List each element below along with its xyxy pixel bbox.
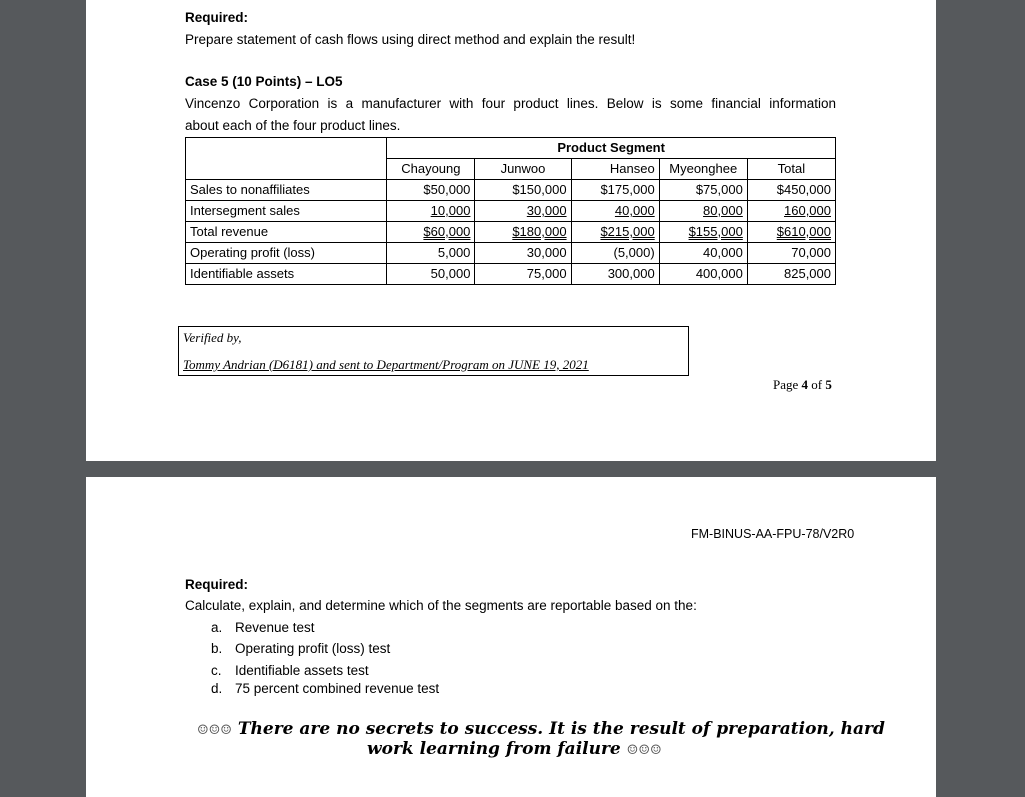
case-text-line-1: Vincenzo Corporation is a manufacturer with four product lines. Below is some financial information [185, 96, 836, 111]
table-cell: 5,000 [387, 243, 475, 264]
case-text-line-2: about each of the four product lines. [185, 118, 401, 133]
quote-text-1: There are no secrets to success. It is the result of preparation, hard [237, 719, 885, 739]
table-cell: 75,000 [475, 264, 571, 285]
product-segment-table [185, 137, 836, 285]
table-cell: 70,000 [747, 243, 835, 264]
column-header: Myeonghee [659, 159, 747, 180]
table-cell: $610,000 [776, 224, 831, 239]
list-text: Revenue test [235, 620, 315, 635]
table-cell: 40,000 [659, 243, 747, 264]
row-label: Intersegment sales [186, 201, 387, 222]
table-title: Product Segment [387, 138, 836, 159]
table-cell: 300,000 [571, 264, 659, 285]
list-text: 75 percent combined revenue test [235, 681, 440, 696]
table-cell: $50,000 [387, 180, 475, 201]
table-cell: 80,000 [703, 203, 743, 218]
table-cell: 40,000 [614, 203, 655, 218]
table-cell: $175,000 [571, 180, 659, 201]
table-header-row [186, 159, 836, 180]
list-item [211, 641, 390, 656]
table-row [186, 180, 836, 201]
table-cell: $450,000 [747, 180, 835, 201]
document-page-5 [86, 477, 936, 797]
required-heading: Required: [185, 10, 249, 25]
table-cell: (5,000) [571, 243, 659, 264]
table-cell: 400,000 [659, 264, 747, 285]
table-cell: $150,000 [475, 180, 571, 201]
table-cell: 10,000 [430, 203, 471, 218]
column-header: Total [747, 159, 835, 180]
quote-line-1 [197, 719, 885, 739]
page-number [773, 377, 832, 393]
row-label: Operating profit (loss) [186, 243, 387, 264]
list-item [211, 681, 439, 696]
row-label: Identifiable assets [186, 264, 387, 285]
form-code: FM-BINUS-AA-FPU-78/V2R0 [691, 527, 855, 541]
list-marker: b. [211, 641, 223, 656]
table-cell: 30,000 [526, 203, 567, 218]
verified-label: Verified by, [183, 330, 242, 345]
table-cell: 50,000 [387, 264, 475, 285]
page-current: 4 [801, 377, 809, 392]
table-cell: $60,000 [423, 224, 471, 239]
row-label: Sales to nonaffiliates [186, 180, 387, 201]
required-text-2: Calculate, explain, and determine which of the segments are reportable based on the: [185, 598, 697, 613]
list-text: Identifiable assets test [235, 663, 369, 678]
table-row [186, 264, 836, 285]
verified-text: Tommy Andrian (D6181) and sent to Department/Program on JUNE 19, 2021 [183, 357, 589, 372]
quote-line-2 [367, 739, 662, 759]
column-header: Chayoung [387, 159, 475, 180]
table-cell: $75,000 [659, 180, 747, 201]
table-cell: 160,000 [784, 203, 831, 218]
page-of: of [811, 377, 823, 392]
column-header: Hanseo [571, 159, 659, 180]
list-marker: d. [211, 681, 223, 696]
required-text: Prepare statement of cash flows using direct method and explain the result! [185, 32, 636, 47]
page-number-prefix: Page [773, 377, 799, 392]
list-marker: a. [211, 620, 223, 635]
list-item [211, 663, 369, 678]
list-marker: c. [211, 663, 222, 678]
list-text: Operating profit (loss) test [235, 641, 391, 656]
column-header: Junwoo [475, 159, 571, 180]
table-cell: $180,000 [512, 224, 567, 239]
table-cell: 30,000 [475, 243, 571, 264]
table-cell: $215,000 [600, 224, 655, 239]
quote-text-2: work learning from failure [367, 739, 621, 759]
table-row [186, 201, 836, 222]
case-heading: Case 5 (10 Points) – LO5 [185, 74, 343, 89]
row-label: Total revenue [186, 222, 387, 243]
document-page-4 [86, 0, 936, 461]
table-cell: 825,000 [747, 264, 835, 285]
table-corner-cell-2 [186, 159, 387, 180]
table-cell: $155,000 [688, 224, 743, 239]
smiley-icon: ☺☺☺ [197, 723, 232, 738]
required-heading-2: Required: [185, 577, 249, 592]
table-corner-cell [186, 138, 387, 159]
verification-box [178, 326, 689, 376]
list-item [211, 620, 315, 635]
table-row [186, 243, 836, 264]
smiley-icon: ☺☺☺ [626, 743, 662, 758]
table-row [186, 222, 836, 243]
page-total: 5 [825, 377, 832, 392]
